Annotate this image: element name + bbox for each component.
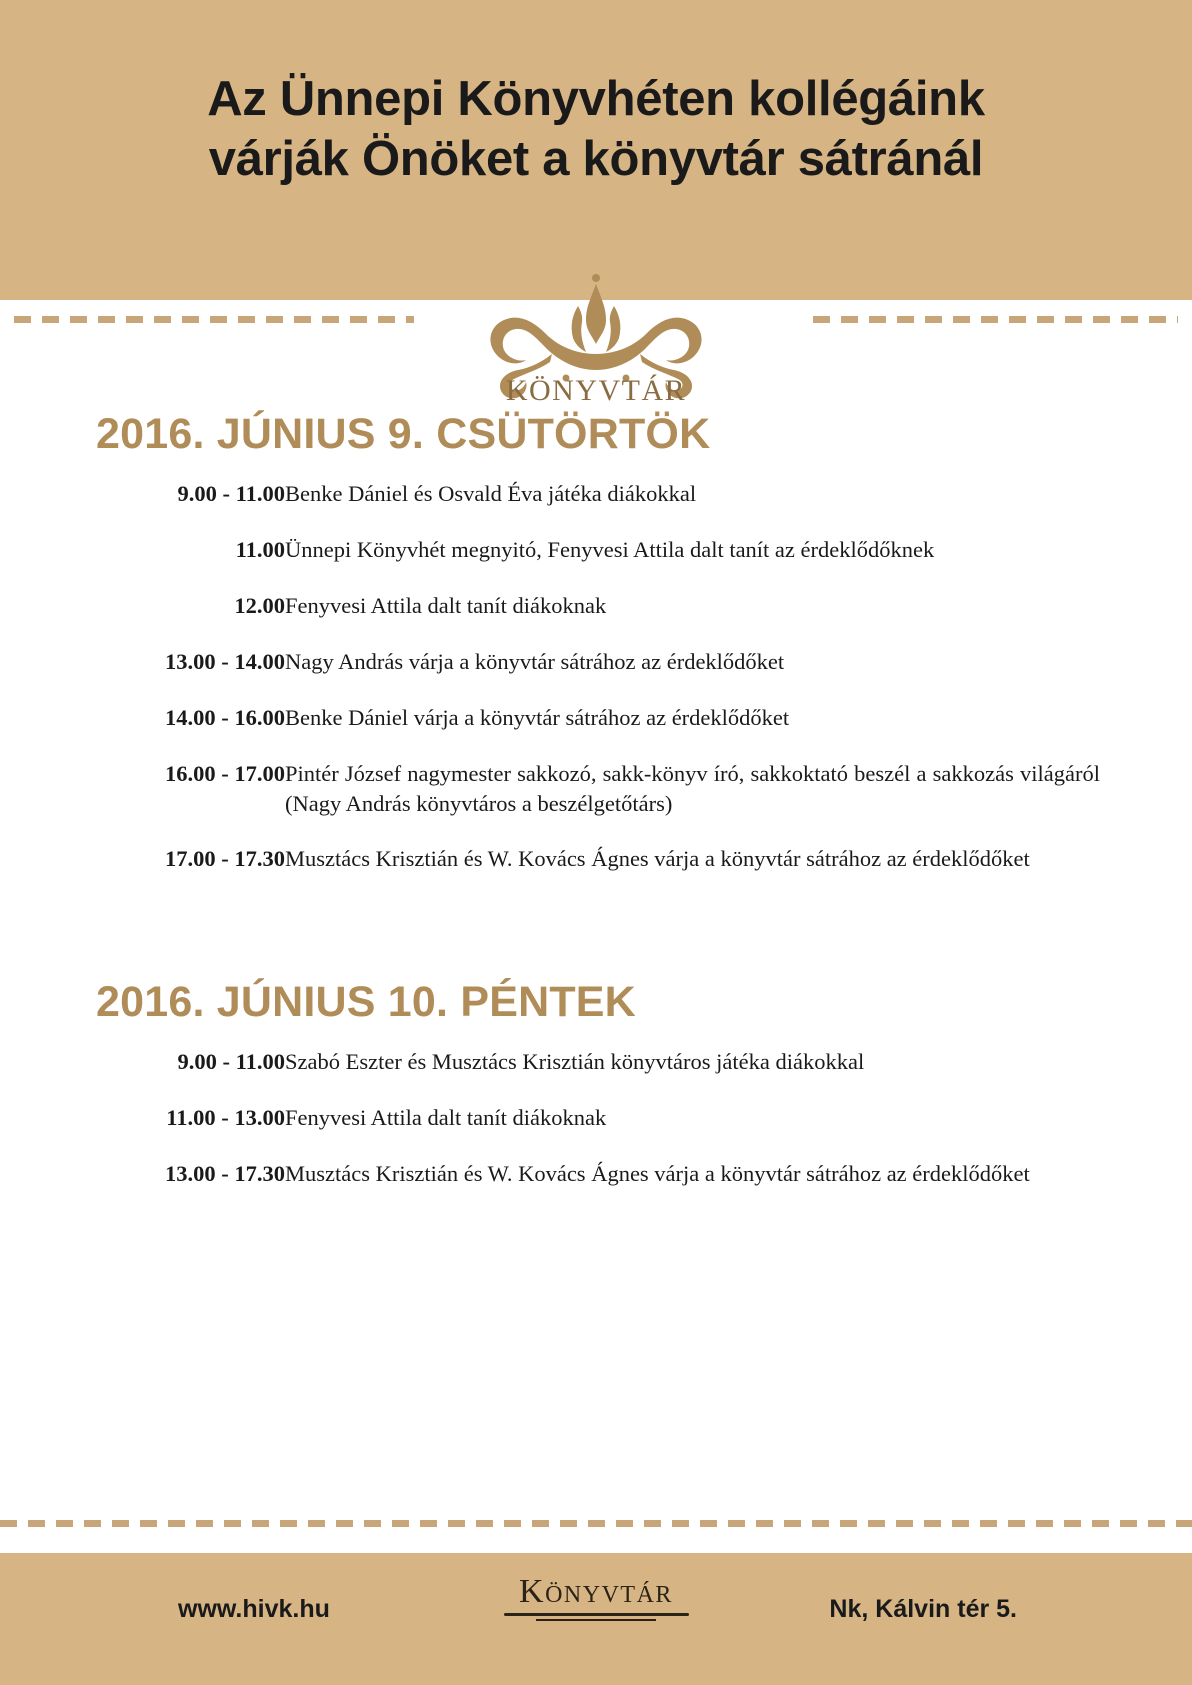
table-row (90, 844, 1100, 900)
table-row (90, 759, 1100, 845)
schedule-content (0, 410, 1192, 1225)
row-description: Szabó Eszter és Musztács Krisztián könyvtáros játéka diákokkal (285, 1049, 865, 1075)
row-description: Ünnepi Könyvhét megnyitó, Fenyvesi Attila dalt tanít az érdeklődőknek (285, 536, 935, 562)
footer-dashed-rule (0, 1520, 1192, 1527)
row-time: 9.00 - 11.00 (177, 1049, 285, 1075)
row-description: Benke Dániel várja a könyvtár sátrához az érdeklődőket (285, 704, 790, 730)
row-time: 13.00 - 14.00 (165, 648, 285, 674)
row-time: 13.00 - 17.30 (165, 1161, 285, 1187)
row-description: Benke Dániel és Osvald Éva játéka diákokkal (285, 481, 697, 506)
header-divider (0, 300, 1192, 410)
page-title-line-1: Az Ünnepi Könyvhéten kollégáink (207, 72, 985, 126)
table-row (90, 1159, 1100, 1215)
footer-website[interactable]: www.hivk.hu (178, 1595, 330, 1623)
day-heading-thursday: 2016. JÚNIUS 9. CSÜTÖRTÖK (96, 410, 711, 458)
row-time: 11.00 - 13.00 (166, 1105, 285, 1131)
row-time: 12.00 (234, 592, 285, 618)
row-description: Musztács Krisztián és W. Kovács Ágnes várja a könyvtár sátrához az érdeklődőket (285, 1161, 1030, 1187)
dashed-rule-right (813, 316, 1178, 323)
row-description: Fenyvesi Attila dalt tanít diákoknak (285, 592, 607, 618)
dashed-rule-left (14, 316, 414, 323)
row-time: 14.00 - 16.00 (165, 704, 285, 730)
schedule-table-friday (90, 1047, 1100, 1215)
svg-text:KÖNYVTÁR: KÖNYVTÁR (505, 374, 687, 407)
row-time: 9.00 - 11.00 (177, 481, 285, 506)
day-block-thursday (0, 410, 1192, 900)
footer-band (0, 1553, 1192, 1685)
page-title (0, 70, 1192, 190)
table-row (90, 591, 1100, 647)
table-row (90, 535, 1100, 591)
row-time: 17.00 - 17.30 (165, 846, 285, 872)
footer-address: Nk, Kálvin tér 5. (829, 1595, 1017, 1623)
day-block-friday (0, 978, 1192, 1215)
table-row (90, 703, 1100, 759)
table-row (90, 647, 1100, 703)
row-description: Musztács Krisztián és W. Kovács Ágnes várja a könyvtár sátrához az érdeklődőket (285, 846, 1030, 872)
row-description: Pintér József nagymester sakkozó, sakk-könyv író, sakkoktató beszél a sakkozás világáról (Nagy András könyvtáros a beszélgetőtárs) (285, 760, 1100, 816)
konyvtar-ornament-icon (446, 250, 746, 420)
row-description: Nagy András várja a könyvtár sátrához az érdeklődőket (285, 648, 785, 674)
schedule-table-thursday (90, 479, 1100, 900)
footer-logo-rule-secondary (536, 1619, 656, 1621)
row-time: 16.00 - 17.00 (165, 760, 285, 786)
footer-logo (471, 1575, 721, 1621)
table-row (90, 479, 1100, 535)
table-row (90, 1103, 1100, 1159)
table-row (90, 1047, 1100, 1103)
row-description: Fenyvesi Attila dalt tanít diákoknak (285, 1105, 607, 1131)
footer-logo-rule (504, 1613, 689, 1616)
row-time: 11.00 (235, 536, 285, 562)
page-title-line-2: várják Önöket a könyvtár sátránál (208, 131, 984, 186)
day-heading-friday: 2016. JÚNIUS 10. PÉNTEK (96, 978, 636, 1027)
footer-logo-text: Könyvtár (519, 1573, 673, 1610)
